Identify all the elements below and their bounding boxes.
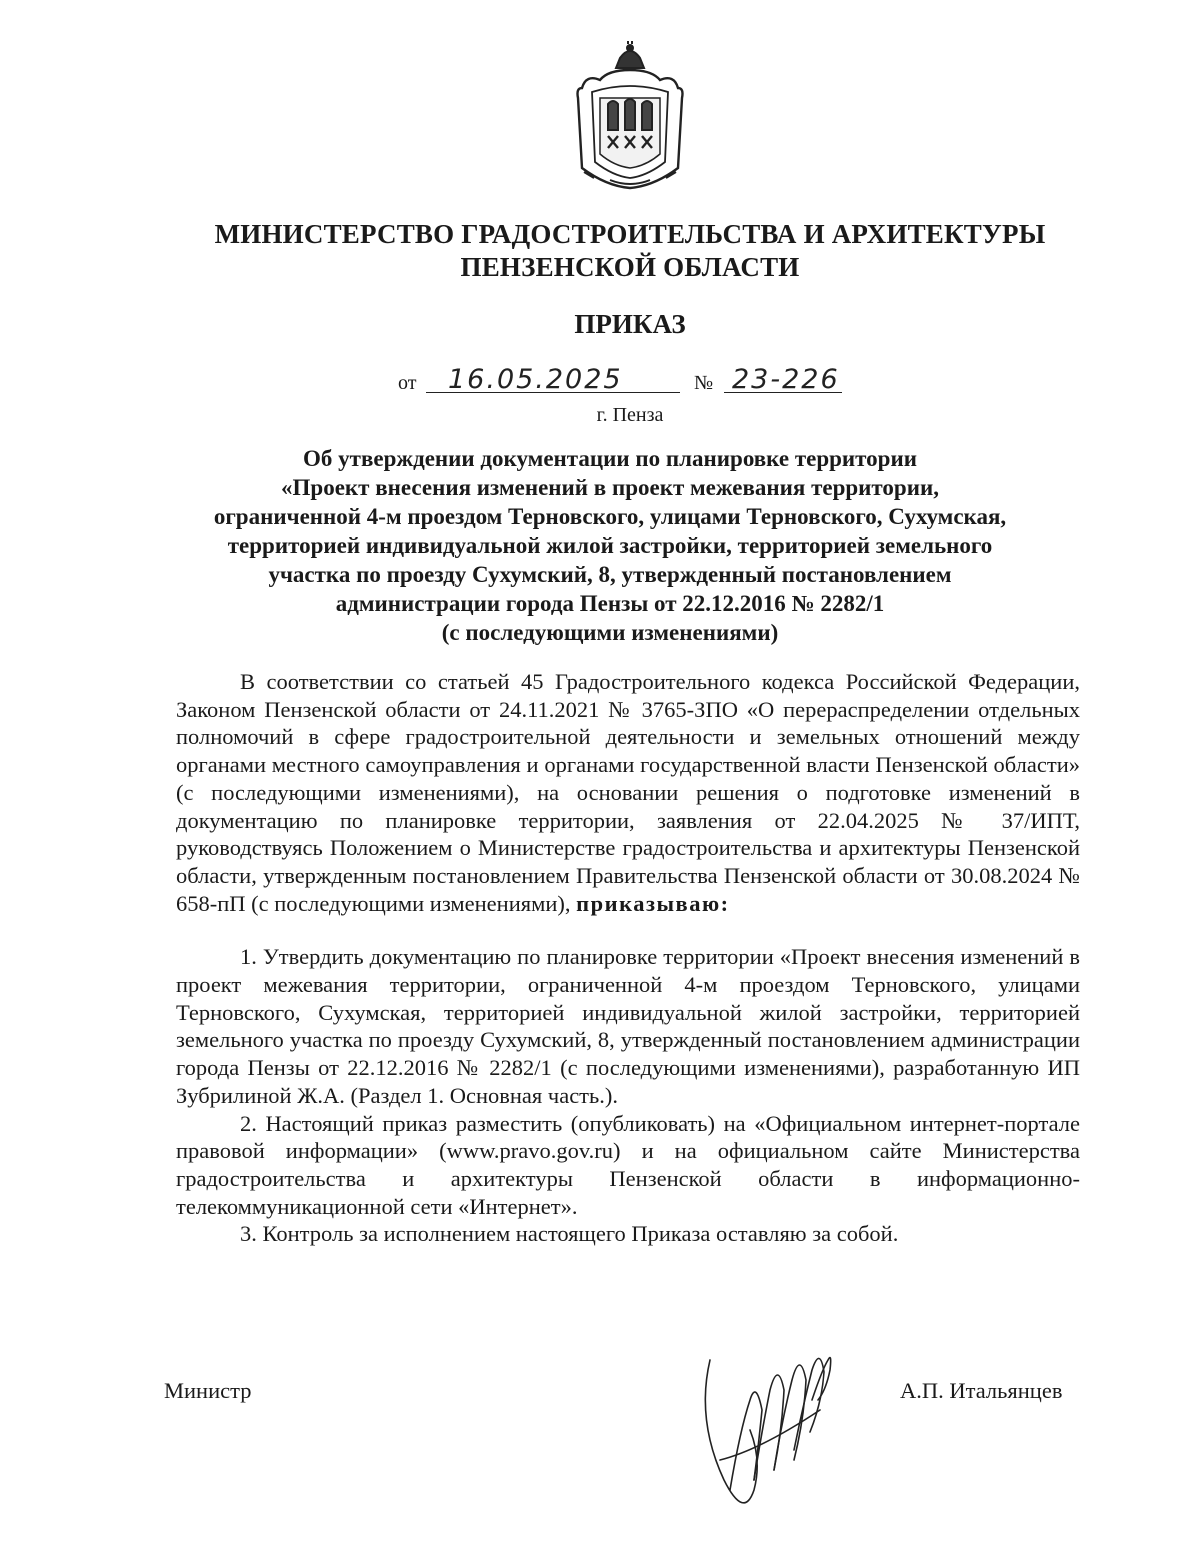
document-type: ПРИКАЗ: [574, 309, 686, 339]
signatory-title: Министр: [164, 1378, 252, 1403]
signature-block: [0, 1378, 1200, 1418]
order-word: приказываю: [576, 890, 721, 916]
coat-of-arms-icon: [570, 40, 690, 190]
org-line-1: МИНИСТЕРСТВО ГРАДОСТРОИТЕЛЬСТВА И АРХИТЕКТУРЫ: [214, 219, 1046, 249]
issuing-authority: [120, 218, 1140, 284]
date-number-row: [398, 364, 858, 400]
signatory-name: А.П. Итальянцев: [900, 1378, 1063, 1403]
preamble-text: В соответствии со статьей 45 Градостроительного кодекса Российской Федерации, Законом Пензенской области от 24.11.2021 № 3765-ЗПО «О перераспределении отдельных полномочий в сфере градостроительной деятельности и земельных отношений между органами местного самоуправления и органами государственной власти Пензенской области» (с последующими изменениями), на основании решения о подготовке изменений в документацию по планировке территории, заявления от 22.04.2025 № 37/ИПТ, руководствуясь Положением о Министерстве градостроительства и архитектуры Пензенской области, утвержденным постановлением Правительства Пензенской области от 30.08.2024 № 658-пП (с последующими изменениями),: [176, 669, 1080, 916]
subject-line: «Проект внесения изменений в проект межевания территории,: [281, 475, 939, 500]
order-colon: :: [720, 890, 729, 916]
subject-line: Об утверждении документации по планировке территории: [303, 446, 917, 471]
document-body: [176, 668, 1080, 1248]
order-item-3: 3. Контроль за исполнением настоящего Приказа оставляю за собой.: [240, 1221, 899, 1247]
date-label: от: [398, 372, 417, 394]
subject-line: участка по проезду Сухумский, 8, утвержденный постановлением: [268, 562, 952, 587]
number-value: 23-226: [732, 364, 840, 395]
handwritten-signature-icon: [690, 1340, 840, 1540]
subject-line: территорией индивидуальной жилой застройки, территорией земельного: [227, 533, 993, 558]
org-line-2: ПЕНЗЕНСКОЙ ОБЛАСТИ: [460, 252, 800, 282]
subject-line: администрации города Пензы от 22.12.2016 № 2282/1: [335, 591, 885, 616]
subject-line: (с последующими изменениями): [441, 620, 779, 645]
subject-line: ограниченной 4-м проездом Терновского, улицами Терновского, Сухумская,: [213, 504, 1007, 529]
order-item-1: 1. Утвердить документацию по планировке территории «Проект внесения изменений в проект межевания территории, ограниченной 4-м проездом Терновского, улицами Терновского, Сухумская, территорией индивидуальной жилой застройки, территорией земельного участка по проезду Сухумский, 8, утвержденный постановлением администрации города Пензы от 22.12.2016 № 2282/1 (с последующими изменениями), разработанную ИП Зубрилиной Ж.А. (Раздел 1. Основная часть.).: [176, 944, 1080, 1108]
document-subject: [170, 444, 1050, 647]
preamble-paragraph: [176, 668, 1080, 917]
order-item-2: 2. Настоящий приказ разместить (опубликовать) на «Официальном интернет-портале правовой информации» (www.pravo.gov.ru) и на официальном сайте Министерства градостроительства и архитектуры Пензенской области в информационно-телекоммуникационной сети «Интернет».: [176, 1110, 1080, 1219]
date-value: 16.05.2025: [448, 364, 623, 395]
city: г. Пенза: [596, 404, 664, 426]
number-label: №: [694, 372, 714, 394]
